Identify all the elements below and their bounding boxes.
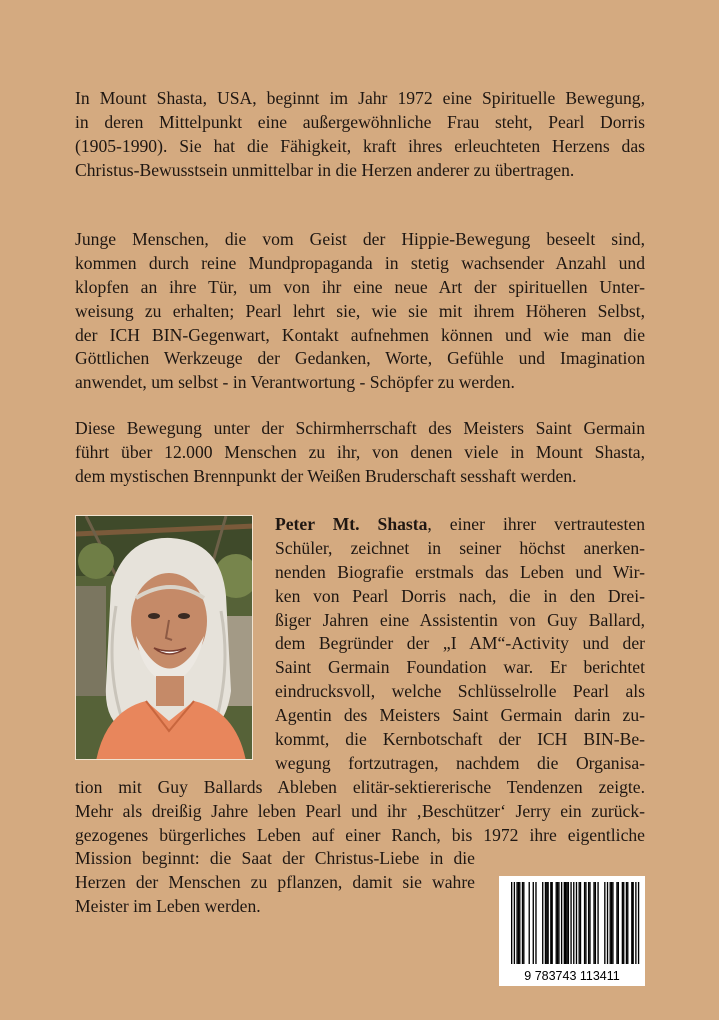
barcode-bar bbox=[546, 882, 547, 964]
barcode-bar bbox=[516, 882, 517, 964]
barcode-bar bbox=[529, 882, 530, 964]
barcode-bar bbox=[595, 882, 596, 964]
author-bio bbox=[75, 513, 645, 919]
barcode-bar bbox=[519, 882, 520, 964]
barcode-bar bbox=[518, 882, 519, 964]
barcode-bar bbox=[635, 882, 636, 964]
barcode-bar bbox=[522, 882, 523, 964]
bio-first-line bbox=[275, 513, 645, 537]
author-name: Peter Mt. Shasta bbox=[275, 514, 428, 534]
third-paragraph bbox=[75, 417, 645, 489]
barcode-bar bbox=[623, 882, 624, 964]
text-line: anwendet, um selbst - in Verantwortung - Schöpfer zu werden. bbox=[75, 372, 515, 393]
barcode-bar bbox=[622, 882, 623, 964]
barcode-bar bbox=[616, 882, 617, 964]
text-line: weisung zu erhalten; Pearl lehrt sie, wie sie mit ihrem Höheren Selbst, bbox=[75, 300, 645, 321]
barcode-bar bbox=[597, 882, 598, 964]
text-line: Christus-Bewusstsein unmittelbar in die Herzen anderer zu übertragen. bbox=[75, 159, 575, 180]
barcode-bar bbox=[547, 882, 548, 964]
barcode-bars bbox=[499, 876, 645, 986]
barcode-bar bbox=[593, 882, 594, 964]
bio-line: Saint Germain Foundation war. Er berichtet bbox=[275, 657, 645, 678]
barcode-bar bbox=[579, 882, 580, 964]
barcode-bar bbox=[633, 882, 634, 964]
intro-paragraph bbox=[75, 87, 645, 183]
barcode-bar bbox=[589, 882, 590, 964]
text-line: der ICH BIN-Gegenwart, Kontakt aufnehmen können und wie man die bbox=[75, 324, 645, 345]
text-line: Diese Bewegung unter der Schirmherrschaft des Meisters Saint Germain bbox=[75, 418, 645, 438]
barcode-bar bbox=[570, 882, 571, 964]
text-line: In Mount Shasta, USA, beginnt im Jahr 1972 eine Spirituelle Bewegung, bbox=[75, 88, 645, 108]
text-line: kommen durch reine Mundpropaganda in stetig wachsender Anzahl und bbox=[75, 252, 645, 273]
barcode-bar bbox=[523, 882, 524, 964]
text-line: (1905-1990). Sie hat die Fähigkeit, kraft ihres erleuchteten Herzens das bbox=[75, 135, 645, 156]
bio-line: Schüler, zeichnet in seiner höchst anerken- bbox=[275, 537, 645, 558]
text-line: klopfen an ihre Tür, um von ihr eine neue Art der spirituellen Unter- bbox=[75, 276, 645, 297]
barcode-bar bbox=[568, 882, 569, 964]
barcode-bar bbox=[584, 882, 585, 964]
bio-line: Meister im Leben werden. bbox=[75, 896, 261, 917]
bio-line: ken von Pearl Dorris nach, die in den Drei- bbox=[275, 585, 645, 606]
bio-line: eindrucksvoll, welche Schlüsselrolle Pearl als bbox=[275, 681, 645, 702]
text-line: in deren Mittelpunkt eine außergewöhnliche Frau steht, Pearl Dorris bbox=[75, 111, 645, 132]
bio-line: tion mit Guy Ballards Ableben elitär-sektiererische Tendenzen zeigte. bbox=[75, 776, 645, 797]
barcode-bar bbox=[627, 882, 628, 964]
barcode-bar bbox=[556, 882, 557, 964]
text-line: Junge Menschen, die vom Geist der Hippie-Bewegung beseelt sind, bbox=[75, 229, 645, 249]
barcode-bar bbox=[588, 882, 589, 964]
text-line: führt über 12.000 Menschen zu ihr, von denen viele in Mount Shasta, bbox=[75, 441, 645, 462]
bio-line: dem Begründer der „I AM“-Activity und der bbox=[275, 633, 645, 654]
barcode-bar bbox=[561, 882, 562, 964]
bio-line: wegung fortzutragen, nachdem die Organisa- bbox=[275, 752, 645, 773]
barcode-bar bbox=[626, 882, 627, 964]
barcode-digits: 9 783743 113411 bbox=[524, 969, 620, 983]
barcode-bar bbox=[604, 882, 605, 964]
barcode-bar bbox=[612, 882, 613, 964]
barcode-bar bbox=[558, 882, 559, 964]
bio-line: kommt, die Kernbotschaft der ICH BIN-Be- bbox=[275, 729, 645, 750]
isbn-barcode bbox=[499, 876, 645, 986]
barcode-bar bbox=[611, 882, 612, 964]
barcode-bar bbox=[580, 882, 581, 964]
text-line: dem mystischen Brennpunkt der Weißen Bruderschaft sesshaft werden. bbox=[75, 465, 577, 486]
barcode-bar bbox=[618, 882, 619, 964]
bio-line: ßiger Jahren eine Assistentin von Guy Ballard, bbox=[275, 609, 645, 630]
bio-line: gezogenes bürgerliches Leben auf einer Ranch, bis 1972 ihre eigentliche bbox=[75, 824, 645, 845]
barcode-bar bbox=[607, 882, 608, 964]
barcode-bar bbox=[610, 882, 611, 964]
barcode-bar bbox=[514, 882, 515, 964]
text-line: Göttlichen Werkzeuge der Gedanken, Worte, Gefühle und Imagination bbox=[75, 348, 645, 369]
barcode-bar bbox=[585, 882, 586, 964]
bio-line: Herzen der Menschen zu pflanzen, damit sie wahre bbox=[75, 872, 475, 893]
barcode-bar bbox=[564, 882, 565, 964]
barcode-bar bbox=[552, 882, 553, 964]
second-paragraph bbox=[75, 228, 645, 395]
barcode-bar bbox=[573, 882, 574, 964]
barcode-bar bbox=[542, 882, 543, 964]
barcode-bar bbox=[638, 882, 639, 964]
barcode-bar bbox=[557, 882, 558, 964]
bio-first-line-text: , einer ihrer vertrautesten bbox=[427, 514, 645, 534]
barcode-bar bbox=[576, 882, 577, 964]
bio-line: Agentin des Meisters Saint Germain darin zu- bbox=[275, 705, 645, 726]
barcode-bar bbox=[550, 882, 551, 964]
barcode-bar bbox=[565, 882, 566, 964]
bio-line: Mehr als dreißig Jahre leben Pearl und ihr ‚Beschützer‘ Jerry ein zurück- bbox=[75, 800, 645, 821]
barcode-bar bbox=[535, 882, 536, 964]
barcode-bar bbox=[533, 882, 534, 964]
barcode-bar bbox=[566, 882, 567, 964]
barcode-bar bbox=[511, 882, 512, 964]
barcode-bar bbox=[545, 882, 546, 964]
bio-line: Mission beginnt: die Saat der Christus-Liebe in die bbox=[75, 848, 475, 869]
bio-line: nenden Biografie erstmals das Leben und Wir- bbox=[275, 561, 645, 582]
barcode-bar bbox=[631, 882, 632, 964]
